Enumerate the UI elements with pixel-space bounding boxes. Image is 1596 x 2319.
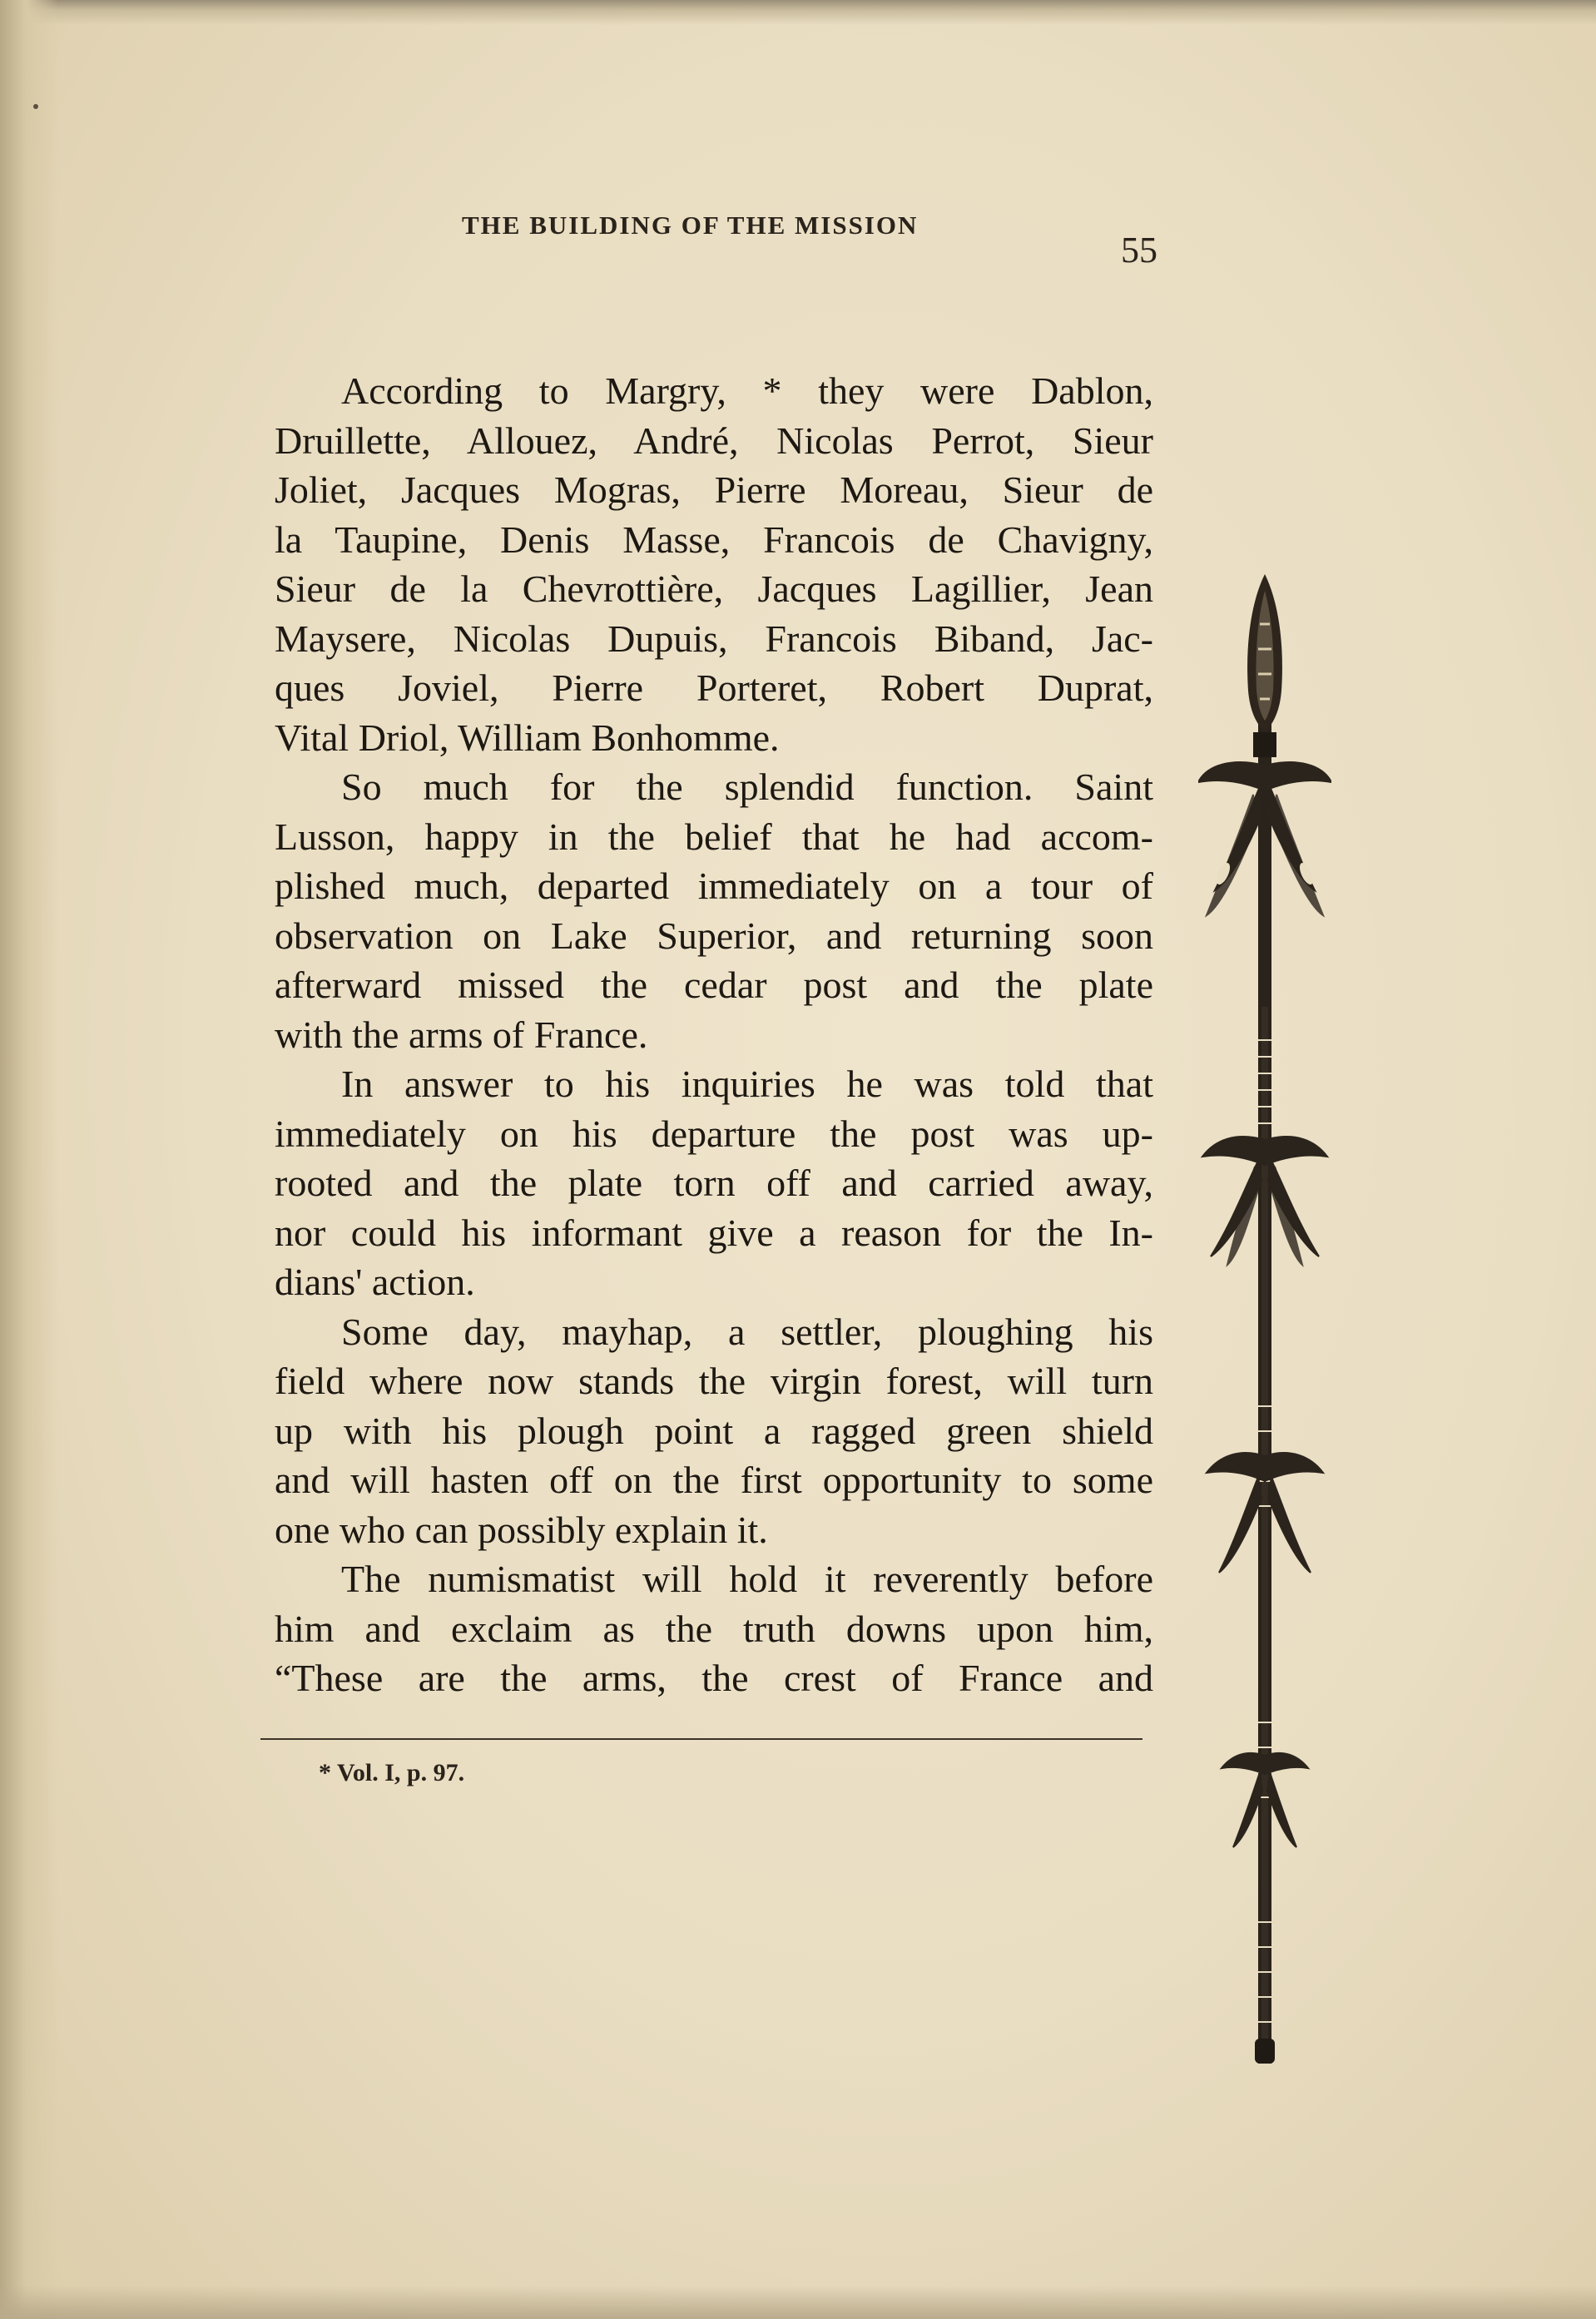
text-line: rooted and the plate torn off and carried away, bbox=[275, 1162, 1153, 1204]
footnote: * Vol. I, p. 97. bbox=[319, 1759, 465, 1786]
text-line: dians' action. bbox=[275, 1261, 475, 1303]
text-line: plished much, departed immediately on a tour of bbox=[275, 865, 1153, 907]
text-line: field where now stands the virgin forest, will turn bbox=[275, 1360, 1153, 1402]
text-line: one who can possibly explain it. bbox=[275, 1508, 768, 1551]
text-line: “These are the arms, the crest of France and bbox=[275, 1657, 1153, 1699]
paragraph bbox=[275, 1307, 1153, 1555]
running-head: THE BUILDING OF THE MISSION bbox=[462, 211, 919, 240]
text-line: immediately on his departure the post was up- bbox=[275, 1112, 1153, 1155]
text-line: Lusson, happy in the belief that he had accom- bbox=[275, 815, 1153, 858]
body-text bbox=[275, 366, 1153, 1703]
text-line: In answer to his inquiries he was told that bbox=[341, 1063, 1153, 1105]
text-line: nor could his informant give a reason for the In- bbox=[275, 1211, 1153, 1254]
footnote-rule bbox=[260, 1738, 1142, 1740]
text-line: Sieur de la Chevrottière, Jacques Lagillier, Jean bbox=[275, 567, 1153, 610]
stray-ink-mark bbox=[33, 104, 38, 109]
paragraph bbox=[275, 366, 1153, 762]
text-line: Druillette, Allouez, André, Nicolas Perrot, Sieur bbox=[275, 419, 1153, 462]
text-line: him and exclaim as the truth downs upon him, bbox=[275, 1607, 1153, 1650]
text-line: Joliet, Jacques Mogras, Pierre Moreau, Sieur de bbox=[275, 468, 1153, 511]
text-line: ques Joviel, Pierre Porteret, Robert Duprat, bbox=[275, 666, 1153, 709]
page-top-edge bbox=[0, 0, 1596, 25]
text-line: Some day, mayhap, a settler, ploughing his bbox=[341, 1310, 1153, 1353]
page-gutter-shadow bbox=[0, 0, 58, 2319]
text-line: Vital Driol, William Bonhomme. bbox=[275, 716, 780, 759]
text-line: According to Margry, * they were Dablon, bbox=[341, 369, 1153, 412]
text-line: and will hasten off on the first opportunity to some bbox=[275, 1459, 1153, 1501]
paragraph bbox=[275, 1059, 1153, 1307]
text-line: Maysere, Nicolas Dupuis, Francois Biband, Jac- bbox=[275, 617, 1153, 660]
text-line: up with his plough point a ragged green shield bbox=[275, 1409, 1153, 1452]
text-line: with the arms of France. bbox=[275, 1013, 648, 1056]
page-number: 55 bbox=[1121, 230, 1157, 270]
text-line: So much for the splendid function. Saint bbox=[341, 766, 1153, 808]
text-line: observation on Lake Superior, and returning soon bbox=[275, 914, 1153, 957]
text-line: la Taupine, Denis Masse, Francois de Chavigny, bbox=[275, 518, 1153, 561]
paragraph bbox=[275, 1554, 1153, 1703]
page-bottom-edge bbox=[0, 2286, 1596, 2319]
text-line: afterward missed the cedar post and the plate bbox=[275, 964, 1153, 1006]
feathered-spear-icon bbox=[1198, 574, 1331, 2072]
paragraph bbox=[275, 762, 1153, 1059]
text-line: The numismatist will hold it reverently before bbox=[341, 1558, 1153, 1600]
